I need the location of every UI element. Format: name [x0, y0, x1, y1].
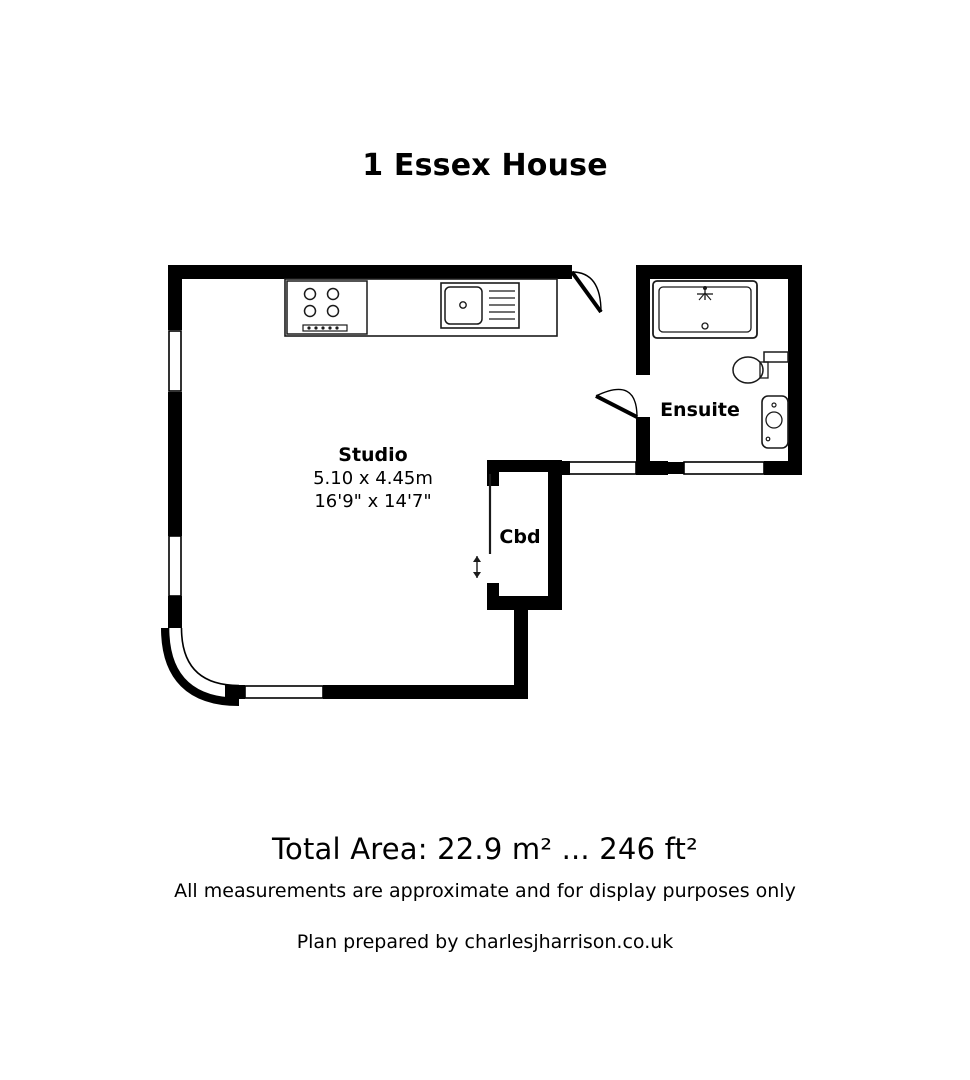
- kitchen-sink-icon: [441, 283, 519, 328]
- kitchen-counter: [285, 279, 557, 336]
- ensuite-walls: [562, 265, 802, 475]
- room-label-cbd: Cbd: [499, 526, 541, 548]
- hob-icon: [287, 281, 367, 334]
- plan-credit-text: Plan prepared by charlesjharrison.co.uk: [296, 931, 674, 953]
- disclaimer-text: All measurements are approximate and for display purposes only: [174, 880, 796, 902]
- toilet-icon: [733, 352, 788, 383]
- room-label-ensuite: Ensuite: [660, 399, 740, 421]
- room-label-studio: [248, 444, 498, 513]
- room-dims-imperial-studio: 16'9" x 14'7": [314, 491, 432, 512]
- room-dims-metric-studio: 5.10 x 4.45m: [313, 468, 433, 489]
- page-title: 1 Essex House: [362, 148, 608, 183]
- room-name-studio: Studio: [338, 444, 408, 466]
- shower-head-icon: [697, 286, 713, 300]
- bath-icon: [653, 281, 757, 338]
- total-area-text: Total Area: 22.9 m² ... 246 ft²: [272, 832, 698, 866]
- entry-door: [572, 272, 601, 312]
